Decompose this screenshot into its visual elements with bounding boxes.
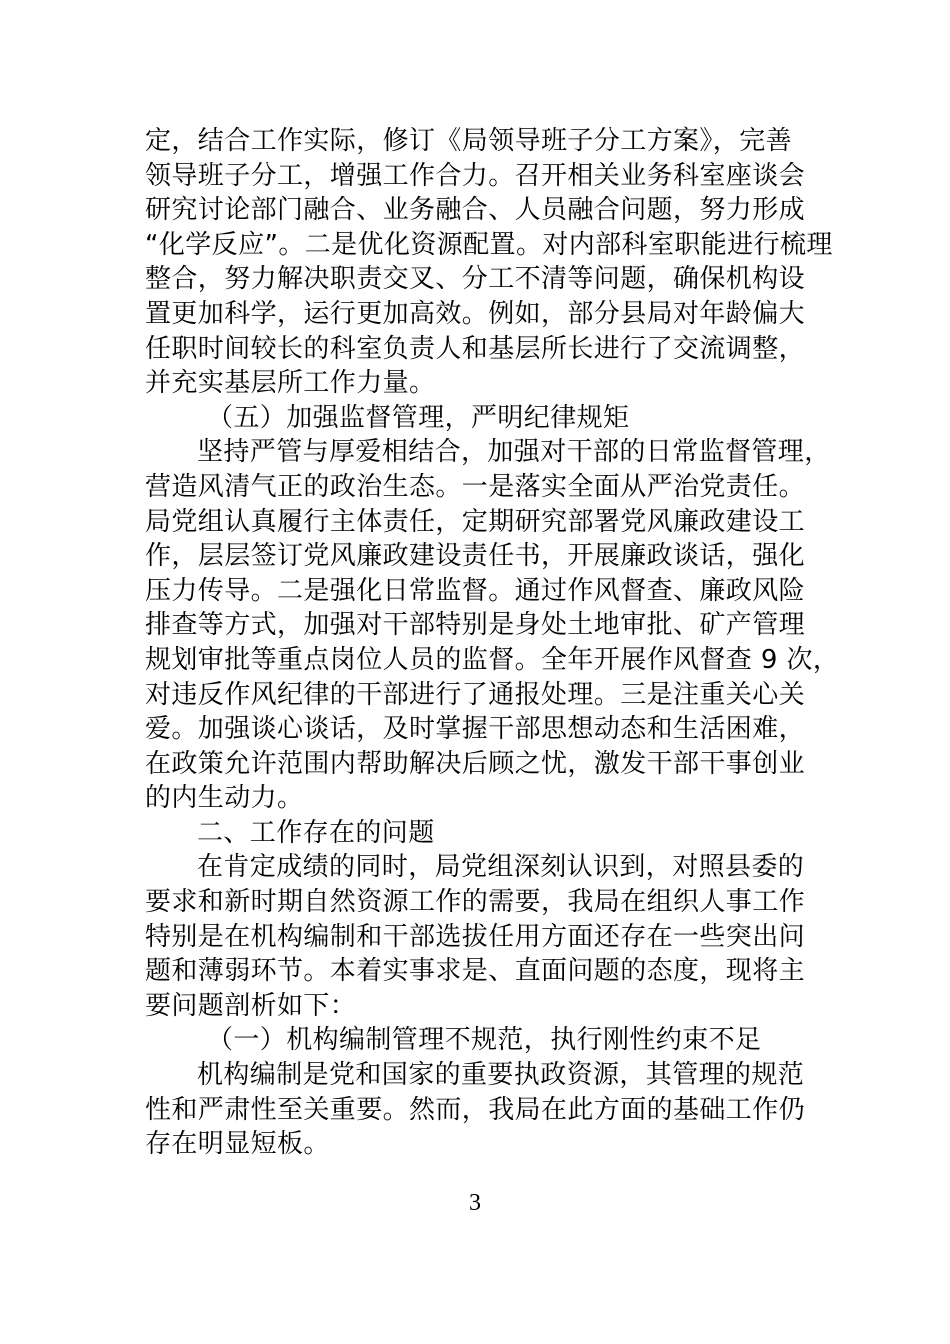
text-line: 研究讨论部门融合、业务融合、人员融合问题，努力形成 [145, 195, 806, 226]
text-line: 任职时间较长的科室负责人和基层所长进行了交流调整， [145, 333, 806, 364]
text-line: 在政策允许范围内帮助解决后顾之忧，激发干部干事创业 [145, 748, 806, 779]
text-line: 定，结合工作实际，修订《局领导班子分工方案》，完善 [145, 126, 793, 156]
paragraph-first-line: 机构编制是党和国家的重要执政资源，其管理的规范 [197, 1060, 805, 1091]
text-line: 存在明显短板。 [145, 1129, 330, 1160]
text-line: 排查等方式，加强对干部特别是身处土地审批、矿产管理 [145, 610, 806, 641]
document-body [145, 124, 845, 1162]
text-line: 整合，努力解决职责交叉、分工不清等问题，确保机构设 [145, 264, 806, 295]
text-line: 的内生动力。 [145, 783, 304, 814]
text-line: 局党组认真履行主体责任，定期研究部署党风廉政建设工 [145, 506, 806, 537]
text-line: 营造风清气正的政治生态。一是落实全面从严治党责任。 [145, 471, 806, 502]
chapter-heading: 二、工作存在的问题 [197, 817, 435, 848]
text-line: 规划审批等重点岗位人员的监督。全年开展作风督查 9 次， [145, 644, 840, 675]
page-number: 3 [469, 1190, 481, 1216]
paragraph-first-line: 在肯定成绩的同时，局党组深刻认识到，对照县委的 [197, 852, 805, 883]
text-line: 置更加科学，运行更加高效。例如，部分县局对年龄偏大 [145, 298, 806, 329]
text-line: 领导班子分工，增强工作合力。召开相关业务科室座谈会 [145, 160, 806, 191]
text-line: “化学反应”。二是优化资源配置。对内部科室职能进行梳理 [145, 229, 833, 260]
text-line: 题和薄弱环节。本着实事求是、直面问题的态度，现将主 [145, 956, 806, 987]
text-line: 特别是在机构编制和干部选拔任用方面还存在一些突出问 [145, 921, 806, 952]
text-line: 压力传导。二是强化日常监督。通过作风督查、廉政风险 [145, 575, 806, 606]
section-heading: （一）机构编制管理不规范，执行刚性约束不足 [207, 1025, 762, 1056]
text-line: 要求和新时期自然资源工作的需要，我局在组织人事工作 [145, 887, 806, 918]
paragraph-first-line: 坚持严管与厚爱相结合，加强对干部的日常监督管理， [197, 437, 831, 468]
text-line: 性和严肃性至关重要。然而，我局在此方面的基础工作仍 [145, 1094, 806, 1125]
text-line: 要问题剖析如下： [145, 990, 357, 1021]
text-line: 作，层层签订党风廉政建设责任书，开展廉政谈话，强化 [145, 541, 806, 572]
text-line: 对违反作风纪律的干部进行了通报处理。三是注重关心关 [145, 679, 806, 710]
text-line: 爱。加强谈心谈话，及时掌握干部思想动态和生活困难， [145, 714, 806, 745]
text-line: 并充实基层所工作力量。 [145, 368, 436, 399]
section-heading: （五）加强监督管理，严明纪律规矩 [207, 402, 630, 433]
